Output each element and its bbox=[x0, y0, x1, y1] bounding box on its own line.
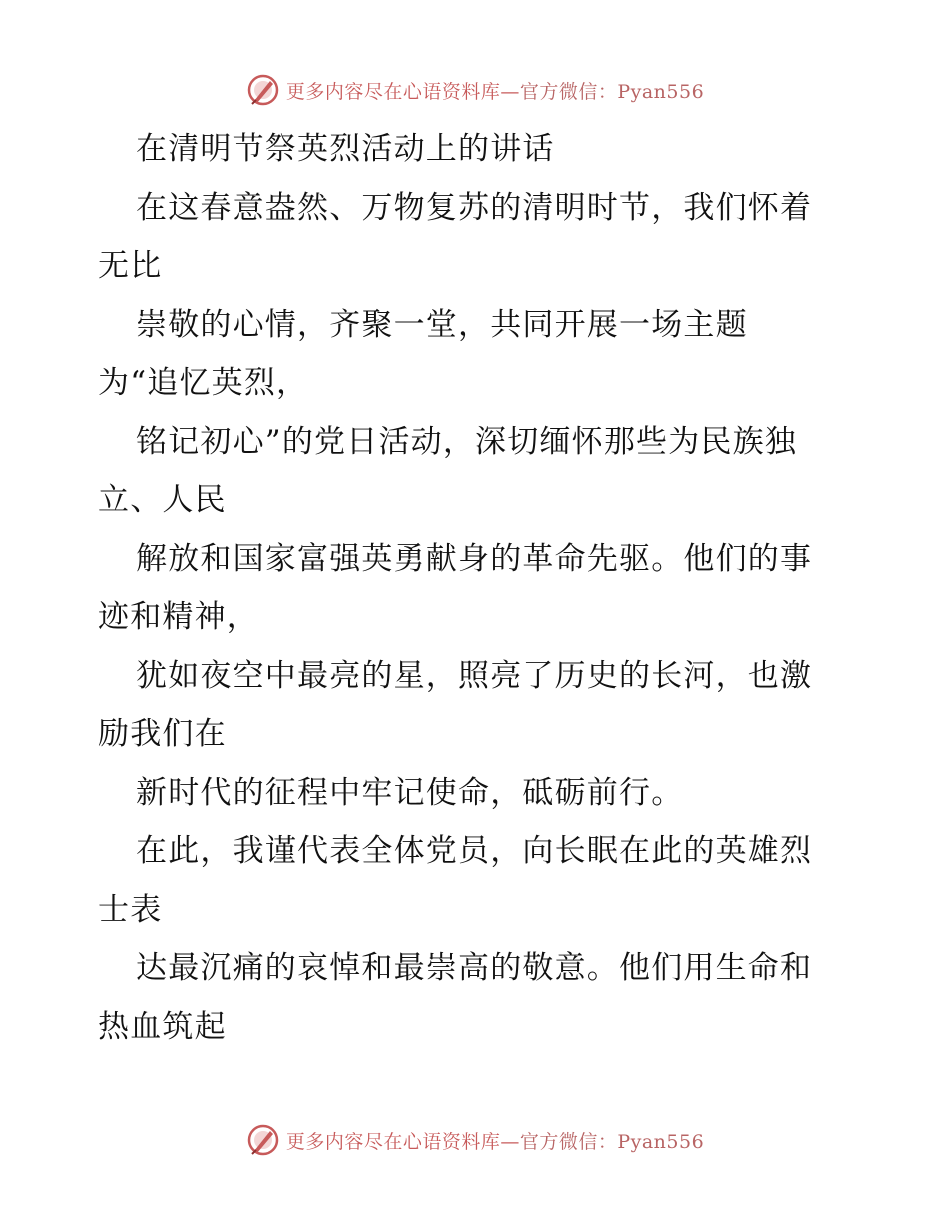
watermark-content bbox=[246, 73, 704, 107]
watermark-content bbox=[246, 1123, 704, 1157]
document-body bbox=[98, 120, 858, 1056]
doc-line: 铭记初心”的党日活动，深切缅怀那些为民族独 bbox=[136, 423, 798, 460]
doc-line: 在这春意盎然、万物复苏的清明时节，我们怀着 bbox=[136, 189, 813, 226]
quill-logo-icon bbox=[246, 1123, 280, 1157]
watermark-suffix: 官方微信：Pyan556 bbox=[519, 80, 705, 103]
doc-title: 在清明节祭英烈活动上的讲话 bbox=[136, 131, 555, 167]
doc-line: 立、人民 bbox=[98, 482, 227, 518]
quill-logo-icon bbox=[246, 73, 280, 107]
watermark-suffix: 官方微信：Pyan556 bbox=[519, 1130, 705, 1153]
doc-line: 犹如夜空中最亮的星，照亮了历史的长河，也激 bbox=[136, 657, 813, 694]
doc-line: 达最沉痛的哀悼和最崇高的敬意。他们用生命和 bbox=[136, 950, 813, 986]
doc-line: 为“追忆英烈， bbox=[98, 365, 309, 401]
footer-watermark bbox=[0, 1120, 950, 1160]
doc-line: 在此，我谨代表全体党员，向长眠在此的英雄烈 bbox=[136, 833, 813, 869]
watermark-text bbox=[286, 1127, 704, 1154]
doc-line: 热血筑起 bbox=[98, 1008, 227, 1045]
watermark-dash: — bbox=[500, 80, 520, 103]
watermark-text bbox=[286, 77, 704, 104]
header-watermark bbox=[0, 70, 950, 110]
watermark-dash: — bbox=[500, 1130, 520, 1153]
doc-line: 迹和精神， bbox=[98, 599, 259, 635]
doc-line: 崇敬的心情，齐聚一堂，共同开展一场主题 bbox=[136, 306, 748, 343]
watermark-prefix: 更多内容尽在心语资料库 bbox=[285, 80, 501, 103]
doc-line: 解放和国家富强英勇献身的革命先驱。他们的事 bbox=[136, 540, 813, 577]
doc-line: 新时代的征程中牢记使命，砥砺前行。 bbox=[136, 774, 684, 811]
doc-line: 士表 bbox=[98, 891, 163, 928]
watermark-prefix: 更多内容尽在心语资料库 bbox=[285, 1130, 501, 1153]
doc-line: 无比 bbox=[98, 248, 163, 284]
doc-line: 励我们在 bbox=[98, 716, 227, 752]
